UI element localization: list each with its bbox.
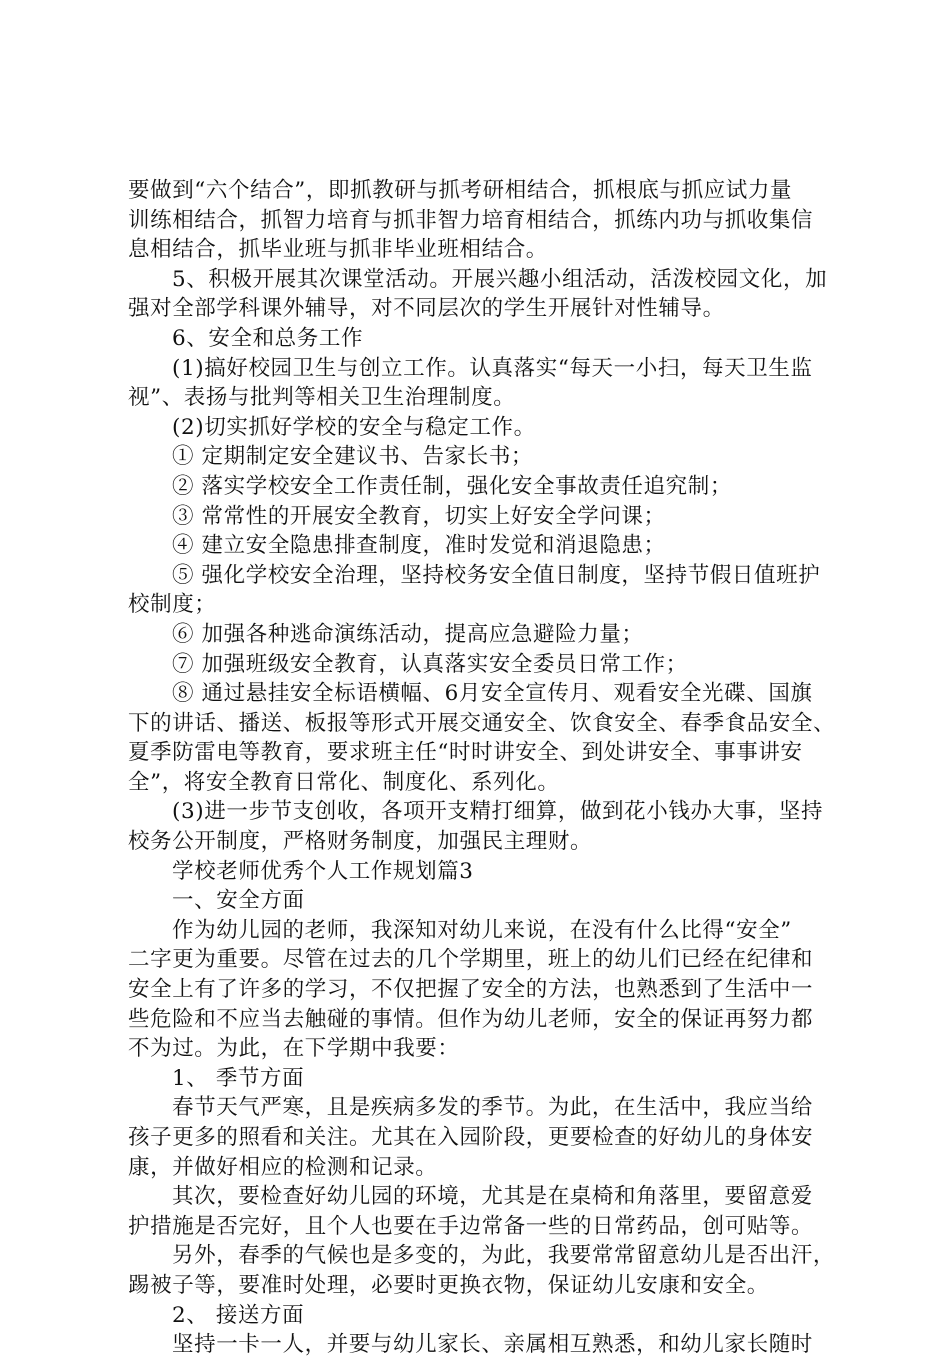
text-line: ⑥ 加强各种逃命演练活动，提高应急避险力量； xyxy=(172,621,644,647)
text-line: 不为过。为此，在下学期中我要： xyxy=(128,1036,460,1062)
text-line: ④ 建立安全隐患排查制度，准时发觉和消退隐患； xyxy=(172,533,666,559)
text-line: 视”、表扬与批判等相关卫生治理制度。 xyxy=(128,385,516,411)
text-line: 全”，将安全教育日常化、制度化、系列化。 xyxy=(128,769,560,795)
text-line: 另外，春季的气候也是多变的，为此，我要常常留意幼儿是否出汗， xyxy=(172,1243,836,1269)
text-line: ⑧ 通过悬挂安全标语横幅、6月安全宣传月、观看安全光碟、国旗 xyxy=(172,681,813,707)
text-line: 些危险和不应当去触碰的事情。但作为幼儿老师，安全的保证再努力都 xyxy=(128,1006,814,1032)
text-line: 安全上有了许多的学习，不仅把握了安全的方法，也熟悉到了生活中一 xyxy=(128,977,814,1003)
text-line: 强对全部学科课外辅导，对不同层次的学生开展针对性辅导。 xyxy=(128,296,725,322)
text-line: 5、积极开展其次课堂活动。开展兴趣小组活动，活泼校园文化，加 xyxy=(172,266,828,292)
text-line: 春节天气严寒，且是疾病多发的季节。为此，在生活中，我应当给 xyxy=(172,1095,813,1121)
text-line: 护措施是否完好，且个人也要在手边常备一些的日常药品，创可贴等。 xyxy=(128,1213,814,1239)
document-body xyxy=(128,176,838,1360)
text-line: ⑤ 强化学校安全治理，坚持校务安全值日制度，坚持节假日值班护 xyxy=(172,562,821,588)
text-line: (3)进一步节支创收，各项开支精打细算，做到花小钱办大事，坚持 xyxy=(172,799,824,825)
text-line: ③ 常常性的开展安全教育，切实上好安全学问课； xyxy=(172,503,666,529)
text-line: 下的讲话、播送、板报等形式开展交通安全、饮食安全、春季食品安全、 xyxy=(128,710,836,736)
text-line: ② 落实学校安全工作责任制，强化安全事故责任追究制； xyxy=(172,473,732,499)
text-line: (2)切实抓好学校的安全与稳定工作。 xyxy=(172,414,536,440)
text-line: 二字更为重要。尽管在过去的几个学期里，班上的幼儿们已经在纪律和 xyxy=(128,947,814,973)
text-line: ⑦ 加强班级安全教育，认真落实安全委员日常工作； xyxy=(172,651,688,677)
text-line: 孩子更多的照看和关注。尤其在入园阶段，更要检查的好幼儿的身体安 xyxy=(128,1125,814,1150)
text-line: 训练相结合，抓智力培育与抓非智力培育相结合，抓练内功与抓收集信 xyxy=(128,207,814,233)
text-line: 踢被子等，要准时处理，必要时更换衣物，保证幼儿安康和安全。 xyxy=(128,1272,769,1298)
text-line: 学校老师优秀个人工作规划篇3 xyxy=(172,858,474,884)
text-line: (1)搞好校园卫生与创立工作。认真落实“每天一小扫，每天卫生监 xyxy=(172,355,813,381)
text-line: 校务公开制度，严格财务制度，加强民主理财。 xyxy=(128,829,593,855)
text-line: ① 定期制定安全建议书、告家长书； xyxy=(172,444,534,470)
text-line: 校制度； xyxy=(128,592,217,618)
text-line: 息相结合，抓毕业班与抓非毕业班相结合。 xyxy=(128,237,548,263)
text-line: 6、安全和总务工作 xyxy=(172,325,364,351)
text-line: 作为幼儿园的老师，我深知对幼儿来说，在没有什么比得“安全” xyxy=(172,917,792,943)
text-line: 康，并做好相应的检测和记录。 xyxy=(128,1154,438,1180)
text-line: 其次，要检查好幼儿园的环境，尤其是在桌椅和角落里，要留意爱 xyxy=(172,1184,813,1210)
text-line: 要做到“六个结合”，即抓教研与抓考研相结合，抓根底与抓应试力量 xyxy=(128,178,793,203)
text-line: 2、 接送方面 xyxy=(172,1302,305,1328)
text-line: 夏季防雷电等教育，要求班主任“时时讲安全、到处讲安全、事事讲安 xyxy=(128,740,803,766)
text-line: 1、 季节方面 xyxy=(172,1065,305,1091)
text-line: 一、安全方面 xyxy=(172,888,305,914)
text-line: 坚持一卡一人，并要与幼儿家长、亲属相互熟悉，和幼儿家长随时 xyxy=(172,1332,813,1358)
